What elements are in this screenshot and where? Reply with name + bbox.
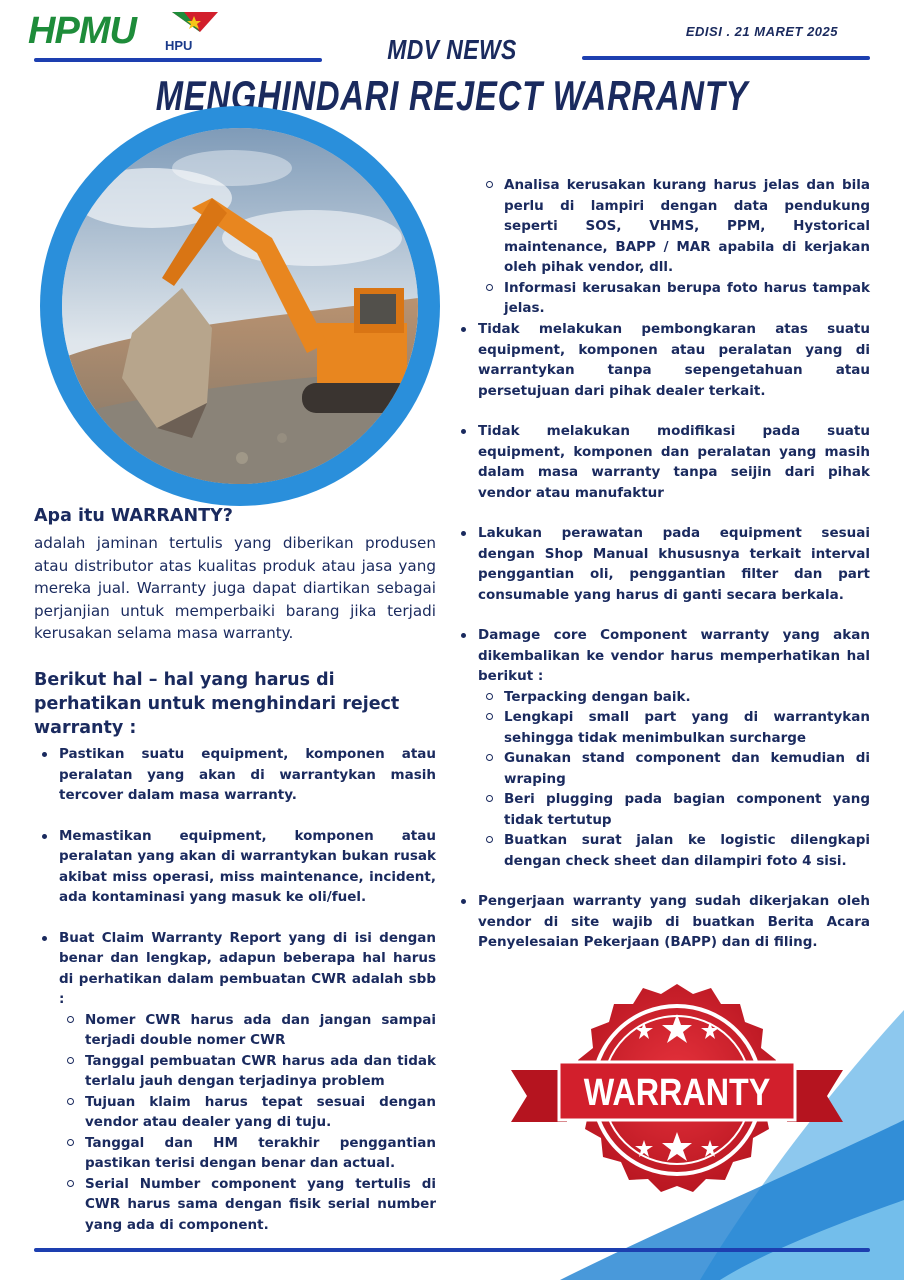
stamp-text: WARRANTY [583, 1071, 771, 1114]
left-points-list [34, 744, 436, 1235]
list-item [34, 744, 436, 806]
sub-list-item: Buatkan surat jalan ke logistic dilengkapi dengan check sheet dan dilampiri foto 4 sisi. [478, 830, 870, 871]
edition-date: EDISI . 21 MARET 2025 [685, 24, 838, 39]
warranty-stamp [505, 982, 845, 1222]
points-heading: Berikut hal – hal yang harus di perhatikan untuk menghindari reject warranty : [34, 670, 400, 738]
list-item [34, 826, 436, 908]
sub-list-item: Tanggal dan HM terakhir penggantian pastikan terisi dengan benar dan actual. [59, 1133, 436, 1174]
sub-list-item: Beri plugging pada bagian component yang tidak tertutup [478, 789, 870, 830]
sub-list-item: Informasi kerusakan berupa foto harus tampak jelas. [478, 278, 870, 319]
list-item-text: Memastikan equipment, komponen atau peralatan yang akan di warrantykan bukan rusak akibat miss operasi, miss maintenance, incident, ada kontaminasi yang masuk ke oli/fuel. [59, 827, 436, 905]
sub-list-item: Serial Number component yang tertulis di CWR harus sama dengan fisik serial number yang ada di component. [59, 1174, 436, 1236]
definition-heading: Apa itu WARRANTY? [34, 506, 233, 526]
list-item-text: Pengerjaan warranty yang sudah dikerjakan oleh vendor di site wajib di buatkan Berita Acara Penyelesaian Pekerjaan (BAPP) dan di filing. [478, 893, 870, 950]
list-item [453, 421, 870, 503]
logo-text: HPMU [28, 10, 136, 52]
sub-list-item: Terpacking dengan baik. [478, 687, 870, 708]
excavator-photo [62, 128, 418, 484]
page-title: MENGHINDARI REJECT WARRANTY [155, 72, 749, 119]
list-item-text: Tidak melakukan pembongkaran atas suatu equipment, komponen atau peralatan yang di warrantykan tanpa sepengetahuan atau persetujuan dari pihak dealer terkait. [478, 321, 870, 399]
list-item [453, 523, 870, 605]
list-item [453, 891, 870, 953]
sub-list-item: Tanggal pembuatan CWR harus ada dan tidak terlalu jauh dengan terjadinya problem [59, 1051, 436, 1092]
list-item-text: Damage core Component warranty yang akan dikembalikan ke vendor harus memperhatikan hal berikut : [478, 627, 870, 684]
logo-subtext: HPU [165, 38, 193, 53]
sub-list-item: Lengkapi small part yang di warrantykan sehingga tidak menimbulkan surcharge [478, 707, 870, 748]
list-item [453, 625, 870, 871]
excavator-photo-frame [40, 106, 440, 506]
sub-list-item: Nomer CWR harus ada dan jangan sampai terjadi double nomer CWR [59, 1010, 436, 1051]
list-item-text: Pastikan suatu equipment, komponen atau peralatan yang akan di warrantykan masih tercover dalam masa warranty. [59, 746, 436, 803]
definition-body: adalah jaminan tertulis yang diberikan produsen atau distributor atas kualitas produk atau jasa yang mereka jual. Warranty juga dapat diartikan sebagai perjanjian untuk memperbaiki barang jika terjadi kerusakan selama masa warranty. [34, 534, 436, 642]
list-item-text: Lakukan perawatan pada equipment sesuai dengan Shop Manual khususnya terkait interval penggantian oli, penggantian filter dan part consumable yang harus di ganti secara berkala. [478, 525, 870, 603]
sub-list-item: Tujuan klaim harus tepat sesuai dengan vendor atau dealer yang di tuju. [59, 1092, 436, 1133]
newsletter-name: MDV NEWS [387, 34, 517, 65]
list-item-text: Tidak melakukan modifikasi pada suatu equipment, komponen dan peralatan yang masih dalam masa warranty tanpa seijin dari pihak vendor atau manufaktur [478, 423, 870, 501]
packing-sublist [478, 687, 870, 872]
list-item [453, 319, 870, 401]
footer-rule [34, 1248, 870, 1252]
right-points-list [453, 319, 870, 953]
right-top-sublist [478, 175, 870, 319]
cwr-sublist [59, 1010, 436, 1236]
list-item-text: Buat Claim Warranty Report yang di isi dengan benar dan lengkap, adapun beberapa hal harus di perhatikan dalam pembuatan CWR adalah sbb : [59, 929, 436, 1007]
sub-list-item: Gunakan stand component dan kemudian di wraping [478, 748, 870, 789]
sub-list-item: Analisa kerusakan kurang harus jelas dan bila perlu di lampiri dengan data pendukung seperti SOS, VHMS, PPM, Hystorical maintenance, BAPP / MAR apabila di kerjakan oleh pihak vendor, dll. [478, 175, 870, 278]
excavator-illustration [62, 128, 418, 484]
list-item [34, 928, 436, 1236]
